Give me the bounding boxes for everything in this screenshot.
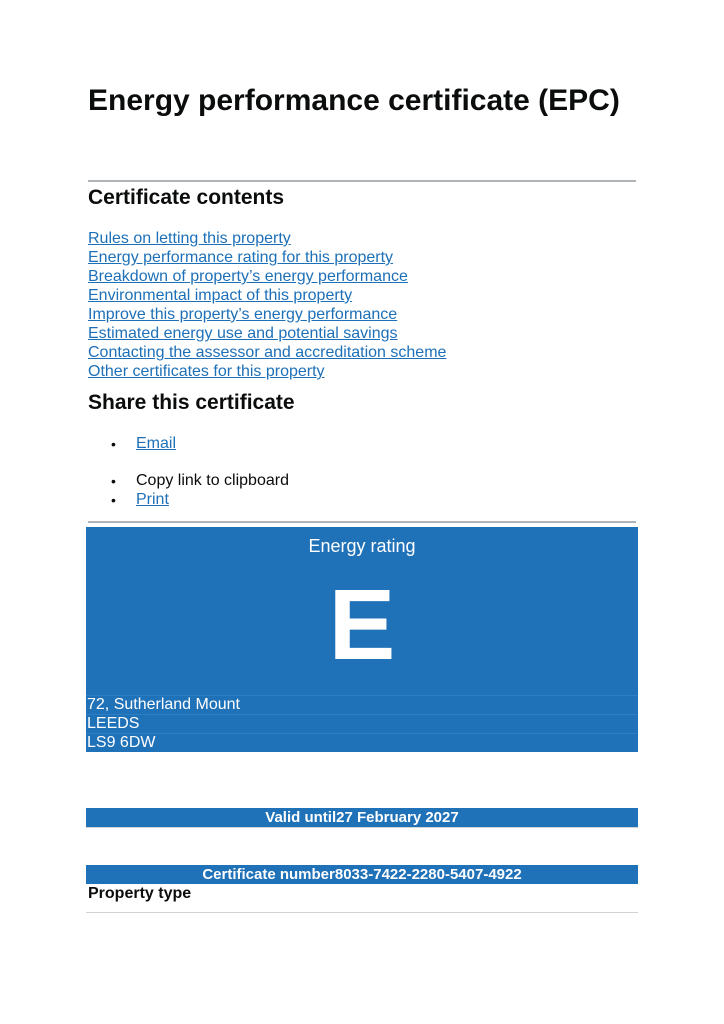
bar-divider	[86, 827, 638, 828]
section-divider	[88, 521, 636, 523]
address-line-1: 72, Sutherland Mount	[86, 695, 638, 713]
link-rules-letting[interactable]: Rules on letting this property	[88, 230, 291, 247]
link-breakdown[interactable]: Breakdown of property’s energy performance	[88, 268, 408, 285]
section-divider	[88, 180, 636, 182]
link-energy-rating[interactable]: Energy performance rating for this property	[88, 249, 394, 266]
page-title: Energy performance certificate (EPC)	[88, 84, 620, 117]
link-environmental-impact[interactable]: Environmental impact of this property	[88, 287, 353, 304]
link-estimated-energy[interactable]: Estimated energy use and potential savings	[88, 325, 398, 342]
certificate-number-value: 8033-7422-2280-5407-4922	[334, 866, 522, 883]
bullet: •	[111, 492, 116, 508]
contents-item	[88, 324, 446, 343]
contents-heading: Certificate contents	[88, 186, 285, 209]
contents-list	[88, 229, 446, 381]
contents-item	[88, 229, 446, 248]
certificate-number-bar	[86, 865, 638, 884]
link-other-certificates[interactable]: Other certificates for this property	[88, 363, 325, 380]
contents-item	[88, 305, 446, 324]
valid-until-bar	[86, 808, 638, 827]
contents-item	[88, 286, 446, 305]
energy-rating-letter: E	[328, 569, 396, 681]
copy-link-button[interactable]: Copy link to clipboard	[136, 472, 289, 489]
bullet: •	[111, 473, 116, 489]
print-link[interactable]: Print	[136, 491, 169, 508]
valid-until-label: Valid until	[265, 809, 337, 826]
email-link[interactable]: Email	[136, 435, 177, 452]
certificate-number-label: Certificate number	[202, 866, 335, 883]
link-improve[interactable]: Improve this property’s energy performance	[88, 306, 398, 323]
energy-rating-label: Energy rating	[308, 536, 416, 556]
bar-divider	[86, 912, 638, 913]
contents-item	[88, 343, 446, 362]
contents-item	[88, 362, 446, 381]
address-line-2: LEEDS	[86, 714, 638, 732]
contents-item	[88, 248, 446, 267]
share-heading: Share this certificate	[88, 391, 295, 414]
property-type-label: Property type	[88, 885, 192, 902]
bullet: •	[111, 436, 116, 452]
link-contact-assessor[interactable]: Contacting the assessor and accreditation scheme	[88, 344, 447, 361]
energy-rating-panel	[86, 527, 638, 752]
contents-item	[88, 267, 446, 286]
address-line-3: LS9 6DW	[86, 733, 638, 751]
valid-until-date: 27 February 2027	[336, 809, 459, 826]
